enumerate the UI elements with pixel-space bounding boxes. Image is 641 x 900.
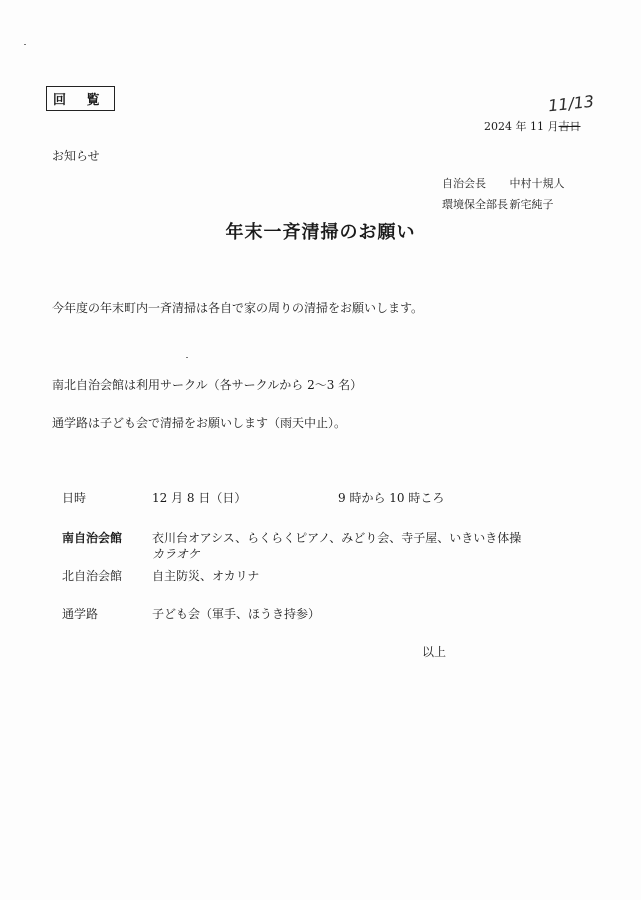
document-date — [484, 118, 580, 134]
schedule-road-label: 通学路 — [62, 607, 99, 621]
scan-speck — [24, 44, 26, 45]
schedule-date-value: 12 月 8 日（日） — [152, 491, 247, 505]
closing-text: 以上 — [422, 645, 447, 659]
schedule-north-label: 北自治会館 — [62, 569, 123, 583]
sender-role: 自治会長 — [442, 177, 486, 190]
date-prefix: 2024 年 11 月 — [484, 120, 559, 133]
date-struck: 吉日 — [558, 120, 581, 133]
sender-name: 新宅純子 — [509, 198, 554, 211]
schedule-north-value: 自主防災、オカリナ — [152, 569, 260, 583]
sender-name: 中村十規人 — [509, 177, 565, 190]
schedule-road-value: 子ども会（軍手、ほうき持参） — [152, 607, 321, 621]
paragraph-road: 通学路は子ども会で清掃をお願いします（雨天中止）。 — [52, 416, 347, 430]
paragraph-hall: 南北自治会館は利用サークル（各サークルから 2～3 名） — [52, 378, 363, 392]
schedule-south-label: 南自治会館 — [62, 531, 123, 545]
sender-role: 環境保全部長 — [442, 198, 508, 211]
sender-environment — [442, 196, 554, 212]
schedule-south-extra: カラオケ — [152, 547, 200, 561]
schedule-date-label: 日時 — [62, 491, 87, 505]
schedule-time-value: 9 時から 10 時ころ — [338, 491, 445, 505]
sender-chairman — [442, 175, 565, 191]
handwritten-date: 11/13 — [547, 91, 595, 116]
scan-speck — [186, 357, 188, 358]
document-title: 年末一斉清掃のお願い — [225, 222, 416, 243]
circulation-stamp: 回 覧 — [46, 86, 115, 111]
paragraph-main: 今年度の年末町内一斉清掃は各自で家の周りの清掃をお願いします。 — [52, 301, 424, 315]
notice-label: お知らせ — [52, 149, 100, 163]
schedule-south-value: 衣川台オアシス、らくらくピアノ、みどり会、寺子屋、いきいき体操 — [152, 531, 522, 545]
